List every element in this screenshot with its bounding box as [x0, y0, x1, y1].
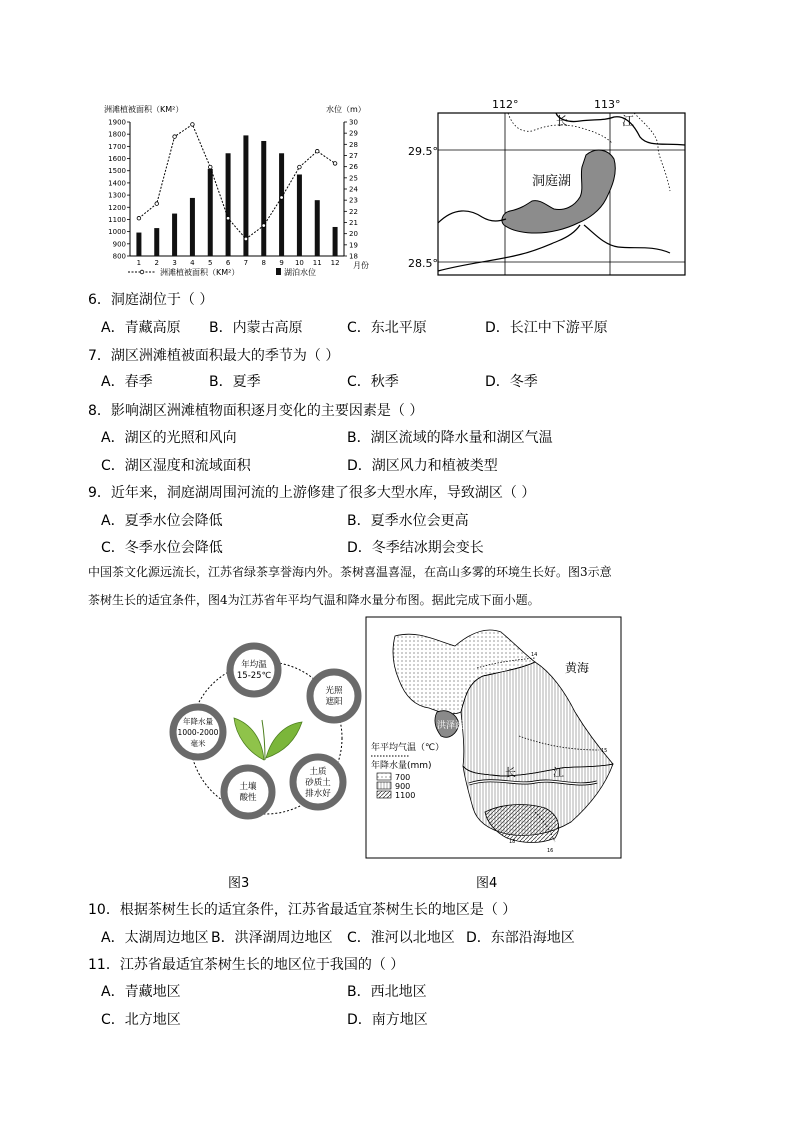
vegetation-area-point — [315, 149, 319, 153]
legend-temp-title: 年平均气温（℃） — [371, 743, 445, 753]
x-tick-label: 6 — [225, 259, 231, 267]
left-tick-label: 1100 — [108, 215, 126, 224]
q9-option-b: B．夏季水位会更高 — [347, 513, 469, 529]
vegetation-area-point — [333, 162, 337, 166]
svg-text:1000-2000: 1000-2000 — [177, 728, 219, 737]
right-tick-label: 18 — [349, 252, 358, 261]
q7-option-d: D．冬季 — [485, 374, 538, 390]
sea-label: 黄海 — [565, 661, 590, 675]
legend-bar-swatch — [276, 268, 281, 275]
legend-line-label: 洲滩植被面积（KM²） — [160, 268, 240, 277]
x-tick-label: 8 — [261, 259, 266, 267]
svg-text:年均温: 年均温 — [241, 660, 267, 670]
right-tick-label: 25 — [349, 174, 358, 183]
svg-text:排水好: 排水好 — [305, 789, 331, 799]
vegetation-area-line — [139, 124, 335, 239]
q6-option-b: B．内蒙古高原 — [209, 320, 303, 336]
svg-text:土质: 土质 — [309, 767, 327, 777]
tea-intro-line-1: 中国茶文化源远流长，江苏省绿茶享誉海内外。茶树喜温喜湿，在高山多雾的环境生长好。图3示意 — [88, 565, 612, 579]
right-tick-label: 24 — [349, 185, 358, 194]
svg-text:毫米: 毫米 — [190, 739, 206, 748]
river-char-jiang: 江 — [622, 114, 635, 128]
lake-label: 洪泽湖 — [437, 721, 465, 731]
isotherm-14: 14 — [531, 652, 538, 658]
q7-option-c: C．秋季 — [347, 374, 399, 390]
svg-text:光照: 光照 — [325, 686, 343, 696]
right-tick-label: 20 — [349, 230, 358, 239]
svg-text:年降水量: 年降水量 — [183, 717, 213, 726]
right-tick-label: 21 — [349, 219, 358, 227]
x-tick-label: 11 — [312, 259, 322, 267]
q9-option-c: C．冬季水位会降低 — [101, 540, 223, 556]
water-level-bar — [297, 174, 302, 256]
vegetation-area-point — [155, 202, 159, 206]
water-level-bar — [136, 233, 141, 256]
vegetation-area-point — [262, 224, 266, 228]
q10-option-c: C．淮河以北地区 — [347, 930, 455, 946]
right-tick-label: 23 — [349, 196, 358, 205]
legend-700: 700 — [395, 773, 411, 782]
vegetation-area-point — [173, 135, 177, 139]
tea-growth-conditions-diagram — [168, 640, 364, 840]
q8-option-d: D．湖区风力和植被类型 — [347, 458, 498, 474]
condition-soil-texture — [293, 757, 343, 807]
x-tick-label: 1 — [136, 259, 142, 267]
legend-bar-label: 湖泊水位 — [284, 268, 316, 277]
right-tick-label: 29 — [349, 129, 358, 138]
right-tick-label: 19 — [349, 241, 358, 250]
right-tick-label: 27 — [349, 152, 358, 160]
q8-option-b: B．湖区流域的降水量和湖区气温 — [347, 430, 553, 446]
question-6-stem: 6．洞庭湖位于（ ） — [88, 292, 214, 308]
figure-3-caption: 图3 — [228, 876, 250, 891]
right-axis-title: 水位（m） — [326, 105, 366, 114]
condition-precipitation — [173, 707, 223, 757]
x-unit-label: 月份 — [353, 261, 369, 270]
right-tick-label: 22 — [349, 207, 358, 216]
right-tick-label: 30 — [349, 118, 358, 127]
map-frame — [438, 113, 685, 275]
x-tick-label: 3 — [172, 259, 177, 267]
q7-option-a: A．春季 — [101, 374, 153, 390]
svg-text:砂质土: 砂质土 — [305, 778, 331, 788]
condition-temperature — [230, 646, 278, 694]
lat-28-5-label: 28.5° — [408, 257, 438, 270]
lon-112-label: 112° — [492, 98, 519, 111]
figure-4-caption: 图4 — [476, 876, 498, 891]
isotherm-16: 16 — [547, 848, 554, 854]
vegetation-area-point — [244, 237, 248, 241]
svg-text:15-25℃: 15-25℃ — [236, 671, 272, 681]
vegetation-area-point — [298, 165, 302, 169]
right-tick-label: 28 — [349, 140, 358, 149]
q11-option-d: D．南方地区 — [347, 1012, 428, 1028]
condition-light — [310, 672, 358, 720]
legend-900: 900 — [395, 782, 411, 791]
svg-text:酸性: 酸性 — [239, 793, 257, 803]
q11-option-c: C．北方地区 — [101, 1012, 181, 1028]
dongting-lake-map — [408, 95, 692, 281]
q10-option-a: A．太湖周边地区 — [101, 930, 209, 946]
vegetation-area-point — [191, 123, 195, 127]
q9-option-a: A．夏季水位会降低 — [101, 513, 223, 529]
left-tick-label: 1000 — [108, 228, 126, 237]
left-axis-title: 洲滩植被面积（KM²） — [104, 105, 184, 114]
river-char-jiang: 江 — [553, 766, 564, 779]
water-level-bar — [226, 153, 231, 256]
x-tick-label: 12 — [330, 259, 340, 267]
water-level-bar — [190, 198, 195, 256]
vegetation-water-level-chart — [98, 100, 378, 280]
question-7-stem: 7．湖区洲滩植被面积最大的季节为（ ） — [88, 348, 340, 364]
q6-option-a: A．青藏高原 — [101, 320, 181, 336]
lon-113-label: 113° — [594, 98, 621, 111]
right-tick-label: 26 — [349, 163, 358, 172]
q11-option-b: B．西北地区 — [347, 984, 427, 1000]
river-char-chang: 长 — [505, 766, 516, 779]
left-tick-label: 800 — [112, 252, 126, 261]
question-9-stem: 9．近年来，洞庭湖周围河流的上游修建了很多大型水库，导致湖区（ ） — [88, 485, 536, 501]
vegetation-area-point — [280, 196, 284, 200]
x-tick-label: 5 — [208, 259, 213, 267]
water-level-bar — [261, 141, 266, 256]
vegetation-area-point — [208, 165, 212, 169]
q8-option-a: A．湖区的光照和风向 — [101, 430, 237, 446]
water-level-bar — [279, 153, 284, 256]
svg-text:遮阳: 遮阳 — [325, 697, 343, 707]
x-tick-label: 9 — [279, 259, 284, 267]
lake-label: 洞庭湖 — [532, 174, 572, 189]
lat-29-5-label: 29.5° — [408, 145, 438, 158]
jiangsu-climate-map — [365, 616, 623, 860]
q10-option-b: B．洪泽湖周边地区 — [211, 930, 333, 946]
water-level-bar — [333, 227, 338, 256]
left-tick-label: 1600 — [108, 155, 126, 164]
x-tick-label: 2 — [154, 259, 159, 267]
left-tick-label: 1900 — [108, 118, 126, 127]
left-tick-label: 1200 — [108, 203, 126, 212]
water-level-bar — [315, 200, 320, 256]
q11-option-a: A．青藏地区 — [101, 984, 181, 1000]
left-tick-label: 1800 — [108, 130, 126, 139]
q9-option-d: D．冬季结冰期会变长 — [347, 540, 484, 556]
vegetation-area-point — [226, 216, 230, 220]
q10-option-d: D．东部沿海地区 — [466, 930, 575, 946]
q8-option-c: C．湖区湿度和流域面积 — [101, 458, 251, 474]
x-tick-label: 7 — [243, 259, 249, 267]
question-10-stem: 10．根据茶树生长的适宜条件，江苏省最适宜茶树生长的地区是（ ） — [88, 902, 517, 918]
q6-option-c: C．东北平原 — [347, 320, 427, 336]
vegetation-area-point — [137, 216, 141, 220]
river-char-chang: 长 — [556, 114, 569, 128]
q6-option-d: D．长江中下游平原 — [485, 320, 608, 336]
water-level-bar — [208, 169, 213, 256]
question-8-stem: 8．影响湖区洲滩植物面积逐月变化的主要因素是（ ） — [88, 403, 424, 419]
condition-soil-acidity — [224, 768, 272, 816]
tea-intro-line-2: 茶树生长的适宜条件，图4为江苏省年平均气温和降水量分布图。据此完成下面小题。 — [88, 593, 540, 607]
left-tick-label: 1400 — [108, 179, 126, 188]
water-level-bar — [154, 228, 159, 256]
legend-precip-title: 年降水量(mm) — [371, 761, 432, 771]
q7-option-b: B．夏季 — [209, 374, 261, 390]
legend-1100: 1100 — [395, 791, 416, 800]
svg-text:土壤: 土壤 — [239, 782, 257, 792]
water-level-bar — [172, 214, 177, 256]
x-tick-label: 4 — [190, 259, 195, 267]
x-tick-label: 10 — [294, 259, 304, 267]
tea-leaf-icon — [234, 718, 302, 760]
isotherm-18: 18 — [509, 839, 516, 845]
left-tick-label: 1300 — [108, 191, 126, 200]
left-tick-label: 1500 — [108, 167, 126, 176]
question-11-stem: 11．江苏省最适宜茶树生长的地区位于我国的（ ） — [88, 957, 405, 973]
left-tick-label: 900 — [112, 240, 126, 249]
isotherm-15: 15 — [601, 748, 608, 754]
left-tick-label: 1700 — [108, 142, 126, 151]
